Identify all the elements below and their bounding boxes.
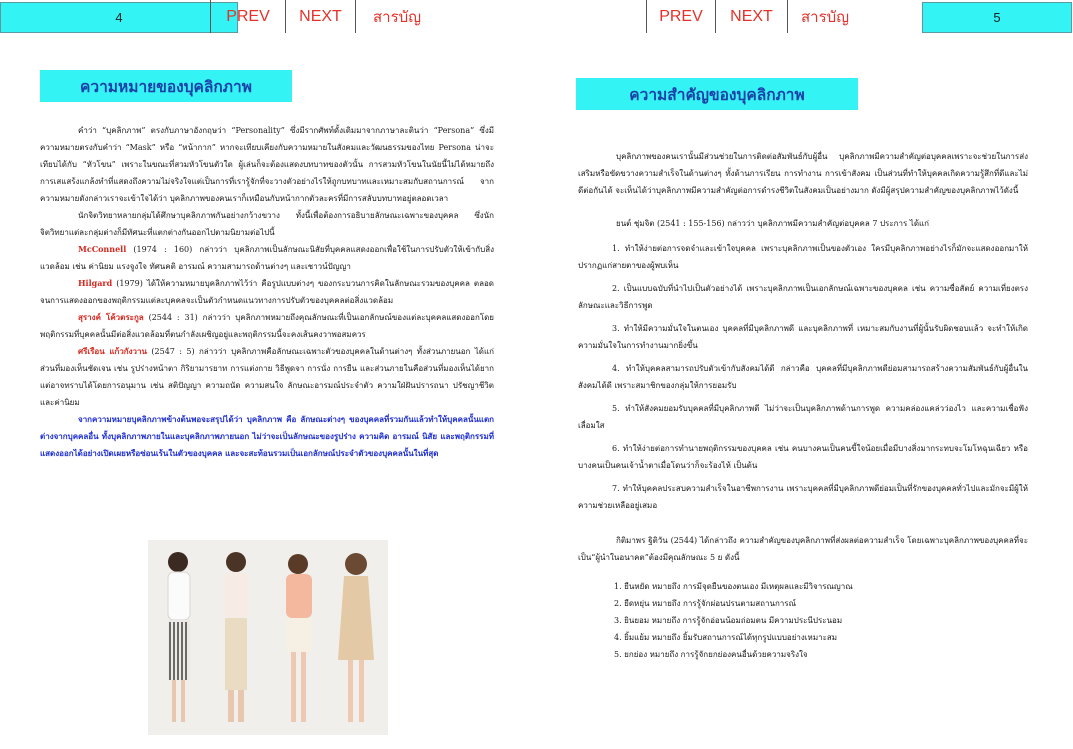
importance-item-5: 5. ทำให้สังคมยอมรับบุคคลที่มีบุคลิกภาพดี ไม่ว่าจะเป็นบุคลิกภาพด้านการพูด ความคล่องแคล่วว่องไว และความเชื่อฟังเลื่อมใส bbox=[578, 404, 1028, 430]
importance-item-1: 1. ทำให้ง่ายต่อการจดจำและเข้าใจบุคคล เพราะบุคลิกภาพเป็นของตัวเอง ใครมีบุคลิกภาพอย่างไรก็มักจะแสดงออกมาให้ปรากฏแก่สายตาของผู้พบเห็น bbox=[578, 244, 1028, 270]
five-y-item-2: 2. ยืดหยุ่น หมายถึง การรู้จักผ่อนปรนตามสถานการณ์ bbox=[614, 599, 797, 608]
left-para-4 bbox=[40, 275, 494, 309]
right-section-title: ความสำคัญของบุคลิกภาพ bbox=[576, 78, 858, 110]
left-para-5-text: (2544 : 31) กล่าวว่า บุคลิกภาพหมายถึงคุณลักษณะที่เป็นเอกลักษณ์ของแต่ละบุคคลแสดงออกโดยพฤติกรรมที่บุคคลนั้นมีต่อสิ่งแวดล้อมที่ตนกำลังเผชิญอยู่และพฤติกรรมนี้จะคงเส้นคงวาพอสมควร bbox=[40, 313, 494, 339]
left-para-3-text: (1974 : 160) กล่าวว่า บุคลิกภาพเป็นลักษณะนิสัยที่บุคคลแสดงออกเพื่อใช้ในการปรับตัวให้เข้ากับสิ่งแวดล้อม เช่น ค่านิยม แรงจูงใจ ทัศนคติ อารมณ์ ความสามารถด้านต่างๆ และเชาวน์ปัญญา bbox=[40, 245, 494, 271]
left-page-number: 4 bbox=[0, 2, 238, 33]
left-para-1: คำว่า “บุคลิกภาพ” ตรงกับภาษาอังกฤษว่า “Personality” ซึ่งมีรากศัพท์ดั้งเดิมมาจากภาษาละตินว่า “Persona” ซึ่งมีความหมายตรงกับคำว่า “Mask” หรือ “หน้ากาก” หากจะเทียบเคียงกับความหมายในสังคมและวัฒนธรรมของไทย Persona น่าจะเทียบได้กับ “หัวโขน” เพราะในขณะที่สวมหัวโขนตัวใด ผู้เล่นก็จะต้องแสดงบทบาทของตัวนั้น การสวมหัวโขนในนัยนี้ไม่ได้หมายถึง การเสแสร้งแกล้งทำที่แสดงถึงความไม่จริงใจแต่เป็นการที่เรารู้จักที่จะวางตัวอย่างไรให้ถูกบทบาทและเหมาะสมกับสถานการณ์ จากความหมายดังกล่าวเราจะเข้าใจได้ว่า บุคลิกภาพของคนเราก็เหมือนกับหน้ากากตัวละครที่มีการสลับบทบาทอยู่ตลอดเวลา bbox=[40, 126, 494, 203]
author-surang: สุรางค์ โค้วตระกูล bbox=[78, 312, 144, 322]
right-next-button[interactable]: NEXT bbox=[716, 0, 788, 33]
left-page-body bbox=[40, 122, 494, 462]
five-y-item-3: 3. ยินยอม หมายถึง การรู้จักอ่อนน้อมถ่อมตน มีความประนีประนอม bbox=[614, 616, 843, 625]
left-toc-button[interactable]: สารบัญ bbox=[373, 8, 421, 26]
left-para-6 bbox=[40, 343, 494, 411]
right-prev-button[interactable]: PREV bbox=[646, 0, 716, 33]
fashion-models-photo bbox=[148, 540, 388, 735]
five-y-item-4: 4. ยิ้มแย้ม หมายถึง ยิ้มรับสถานการณ์ได้ทุกรูปแบบอย่างเหมาะสม bbox=[614, 633, 838, 642]
left-para-4-text: (1979) ได้ให้ความหมายบุคลิกภาพไว้ว่า คือรูปแบบต่างๆ ของกระบวนการคิดในลักษณะรวมของบุคคล ตลอดจนการแสดงออกของพฤติกรรมแต่ละบุคคลจะเป็นตัวกำหนดแนวทางการปรับตัวของบุคคลต่อสิ่งแวดล้อม bbox=[40, 279, 494, 305]
right-toc-button[interactable]: สารบัญ bbox=[801, 8, 849, 26]
left-para-3 bbox=[40, 241, 494, 275]
importance-item-2: 2. เป็นแบบฉบับที่นำไปเป็นตัวอย่างได้ เพราะบุคลิกภาพเป็นเอกลักษณ์เฉพาะของบุคคล เช่น ความซื่อสัตย์ ความเที่ยงตรง ลักษณะและวิธีการพูด bbox=[578, 284, 1028, 310]
five-y-list bbox=[578, 578, 1028, 663]
author-hilgard: Hilgard bbox=[78, 278, 113, 288]
right-page-body bbox=[578, 148, 1028, 663]
importance-item-7: 7. ทำให้บุคคลประสบความสำเร็จในอาชีพการงาน เพราะบุคคลที่มีบุคลิกภาพดีย่อมเป็นที่รักของบุคคลทั่วไปและมักจะมีผู้ให้ความช่วยเหลืออยู่เสมอ bbox=[578, 484, 1028, 510]
fashion-models-illustration bbox=[148, 540, 388, 735]
left-nav-bar bbox=[0, 0, 536, 33]
right-page-number: 5 bbox=[922, 2, 1072, 33]
right-para-3: กิติมาพร ฐิติวัน (2544) ได้กล่าวถึง ความสำคัญของบุคลิกภาพที่ส่งผลต่อความสำเร็จ โดยเฉพาะบุคลิกภาพของบุคคลที่จะเป็น“ผู้นำในอนาคต”ต้องมีคุณลักษณะ 5 ย ดังนี้ bbox=[578, 536, 1028, 562]
five-y-item-1: 1. ยืนหยัด หมายถึง การมีจุดยืนของตนเอง มีเหตุผลและมีวิจารณญาณ bbox=[614, 582, 853, 591]
left-section-title: ความหมายของบุคลิกภาพ bbox=[40, 70, 292, 102]
left-para-6-text: (2547 : 5) กล่าวว่า บุคลิกภาพคือลักษณะเฉพาะตัวของบุคคลในด้านต่างๆ ทั้งส่วนภายนอก ได้แก่ ส่วนที่มองเห็นชัดเจน เช่น รูปร่างหน้าตา กิริยามารยาท การแต่งกาย วิธีพูดจา การนั่ง การยืน และส่วนภายในคือส่วนที่มองเห็นได้ยาก แต่อาจทราบได้โดยการอนุมาน เช่น สติปัญญา ความถนัด ความสนใจ ลักษณะอารมณ์ประจำตัว ความใฝ่ฝันปรารถนา ปรัชญาชีวิต และค่านิยม bbox=[40, 347, 494, 407]
five-y-item-5: 5. ยกย่อง หมายถึง การรู้จักยกย่องคนอื่นด้วยความจริงใจ bbox=[614, 650, 808, 659]
left-summary-para: จากความหมายบุคลิกภาพข้างต้นพอจะสรุปได้ว่า บุคลิกภาพ คือ ลักษณะต่างๆ ของบุคคลที่รวมกันแล้วทำให้บุคคลนั้นแตกต่างจากบุคคลอื่น ทั้งบุคลิกภาพภายในและบุคลิกภาพภายนอก ไม่ว่าจะเป็นลักษณะของรูปร่าง ความคิด อารมณ์ นิสัย และพฤติกรรมที่แสดงออกได้อย่างเปิดเผยหรือซ่อนเร้นในตัวของบุคคล และจะสะท้อนรวมเป็นเอกลักษณ์ประจำตัวของบุคคลนั้นในที่สุด bbox=[40, 414, 494, 458]
importance-item-6: 6. ทำให้ง่ายต่อการทำนายพฤติกรรมของบุคคล เช่น คนบางคนเป็นคนขี้ใจน้อยเมื่อมีบางสิ่งมากระทบจะโมโหฉุนเฉียว หรือบางคนเป็นคนเจ้าน้ำตาเมื่อโดนว่าก็จะร้องไห้ เป็นต้น bbox=[578, 444, 1028, 470]
right-para-2: ยนต์ ชุ่มจิต (2541 : 155-156) กล่าวว่า บุคลิกภาพมีความสำคัญต่อบุคคล 7 ประการ ได้แก่ bbox=[616, 219, 930, 228]
importance-list bbox=[578, 240, 1028, 514]
right-para-1: บุคลิกภาพของคนเรานั้นมีส่วนช่วยในการติดต่อสัมพันธ์กับผู้อื่น บุคลิกภาพมีความสำคัญต่อบุคคลเพราะจะช่วยในการส่งเสริมหรือขัดขวางความสำเร็จในด้านต่างๆ ทั้งด้านการเรียน การทำงาน การเข้าสังคม เป็นส่วนที่ทำให้บุคคลเกิดความรู้สึกที่ดีและไม่ดีต่อกันได้ จะเห็นได้ว่าบุคลิกภาพมีความสำคัญต่อการดำรงชีวิตในสังคมเป็นอย่างมาก ดังมีผู้สรุปความสำคัญของบุคลิกภาพไว้ดังนี้ bbox=[578, 152, 1028, 195]
author-sriruean: ศรีเรือน แก้วกังวาน bbox=[78, 346, 148, 356]
importance-item-4: 4. ทำให้บุคคลสามารถปรับตัวเข้ากับสังคมได้ดี กล่าวคือ บุคคลที่มีบุคลิกภาพดีย่อมสามารถสร้างความสัมพันธ์กับผู้อื่นในสังคมได้ดี เพราะสมาชิกของกลุ่มให้การยอมรับ bbox=[578, 364, 1028, 390]
left-next-button[interactable]: NEXT bbox=[286, 0, 356, 33]
importance-item-3: 3. ทำให้มีความมั่นใจในตนเอง บุคคลที่มีบุคลิกภาพดี และบุคลิกภาพที่ เหมาะสมกับงานที่ผู้นั้นรับผิดชอบแล้ว จะทำให้เกิดความมั่นใจในการทำงานมากยิ่งขึ้น bbox=[578, 324, 1028, 350]
right-nav-bar bbox=[536, 0, 1073, 33]
left-para-2: นักจิตวิทยาหลายกลุ่มได้ศึกษาบุคลิกภาพกันอย่างกว้างขวาง ทั้งนี้เพื่อต้องการอธิบายลักษณะเฉพาะของบุคคล ซึ่งนักจิตวิทยาแต่ละกลุ่มต่างก็มีทัศนะที่แตกต่างกันออกไปตามนิยามต่อไปนี้ bbox=[40, 211, 494, 237]
left-prev-button[interactable]: PREV bbox=[210, 0, 286, 33]
left-para-5 bbox=[40, 309, 494, 343]
author-mcconnell: McConnell bbox=[78, 244, 127, 254]
